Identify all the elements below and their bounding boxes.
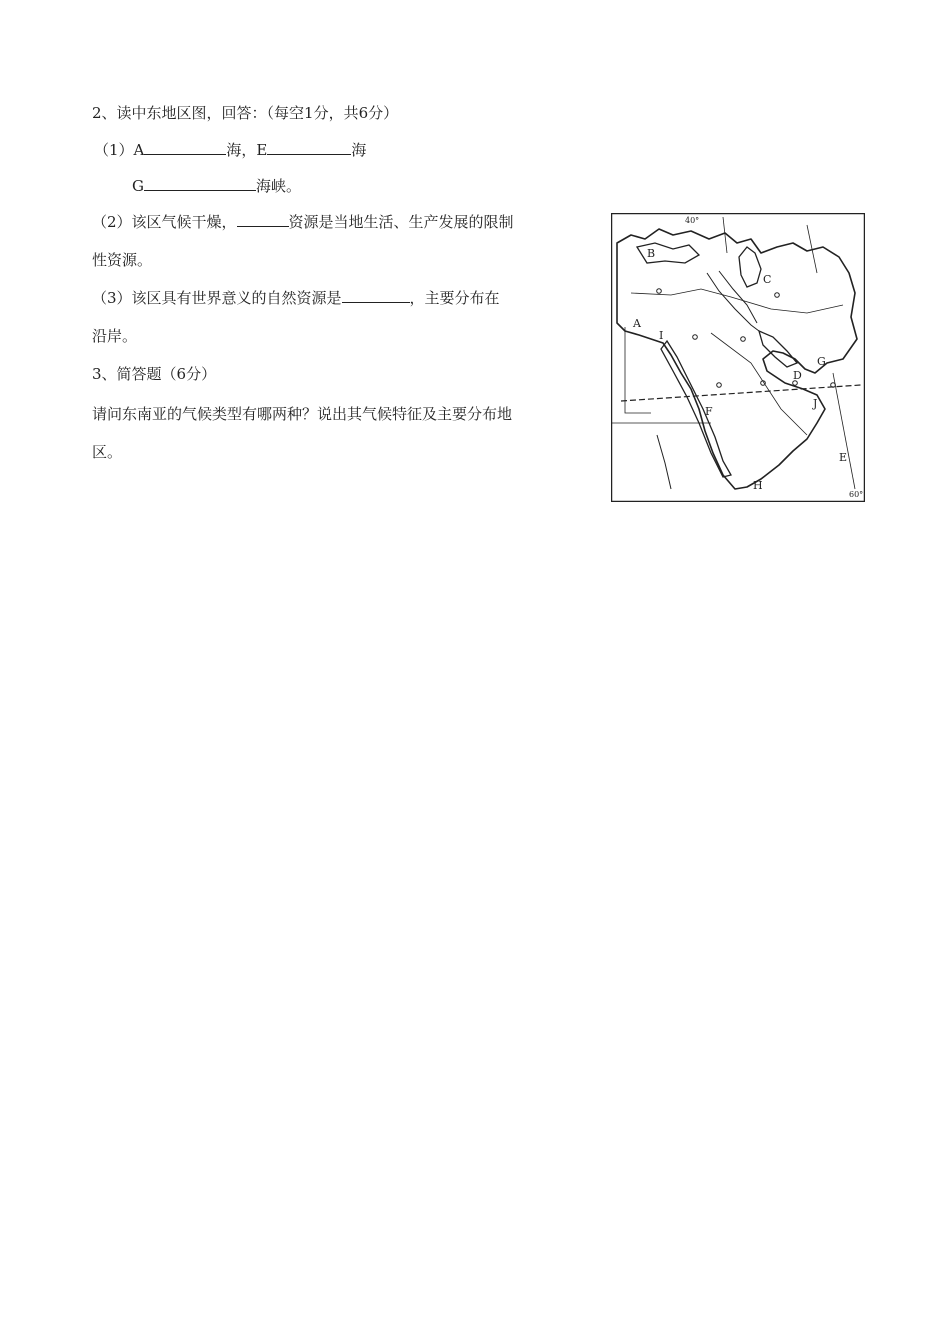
q3-line1: 请问东南亚的气候类型有哪两种？说出其气候特征及主要分布地: [92, 405, 513, 423]
q2-part1: [94, 140, 366, 160]
answer-blank-natural-resource[interactable]: [342, 288, 410, 303]
map-label-j: J: [813, 397, 818, 410]
middle-east-map: [611, 213, 865, 502]
q2-part2-cont: 性资源。: [92, 251, 153, 269]
part1-sea2: 海: [351, 141, 367, 159]
answer-blank-a[interactable]: [144, 140, 226, 155]
map-label-g: G: [817, 355, 826, 368]
map-label-d: D: [793, 369, 802, 382]
answer-blank-g[interactable]: [144, 176, 256, 191]
lon-label-bottom: 60°: [849, 490, 864, 499]
part1-g-prefix: G: [132, 177, 144, 195]
map-label-e: E: [839, 451, 848, 464]
answer-blank-resource[interactable]: [237, 212, 289, 227]
part3-suffix: ，主要分布在: [409, 289, 500, 307]
map-label-c: C: [763, 273, 772, 286]
answer-blank-e[interactable]: [267, 140, 351, 155]
q2-title: 2、读中东地区图，回答：（每空1分，共6分）: [92, 104, 399, 122]
part1-sea1: 海，E: [226, 141, 268, 159]
map-label-b: B: [647, 247, 656, 260]
part2-suffix: 资源是当地生活、生产发展的限制: [288, 213, 514, 231]
q2-part2: [92, 212, 514, 232]
q3-title: 3、简答题（6分）: [92, 365, 217, 383]
map-label-a: A: [633, 317, 641, 330]
q2-part1-strait: [132, 176, 301, 196]
lon-label-top: 40°: [685, 216, 700, 225]
map-label-h: H: [753, 479, 763, 492]
part3-prefix: （3）该区具有世界意义的自然资源是: [92, 289, 342, 307]
q3-line2: 区。: [92, 443, 123, 461]
part1-strait: 海峡。: [255, 177, 301, 195]
q2-part3: [92, 288, 500, 308]
map-label-f: F: [705, 405, 713, 418]
part1-prefix: （1）A: [94, 141, 145, 159]
q2-part3-cont: 沿岸。: [92, 327, 138, 345]
part2-prefix: （2）该区气候干燥，: [92, 213, 237, 231]
map-label-i: I: [659, 329, 664, 342]
